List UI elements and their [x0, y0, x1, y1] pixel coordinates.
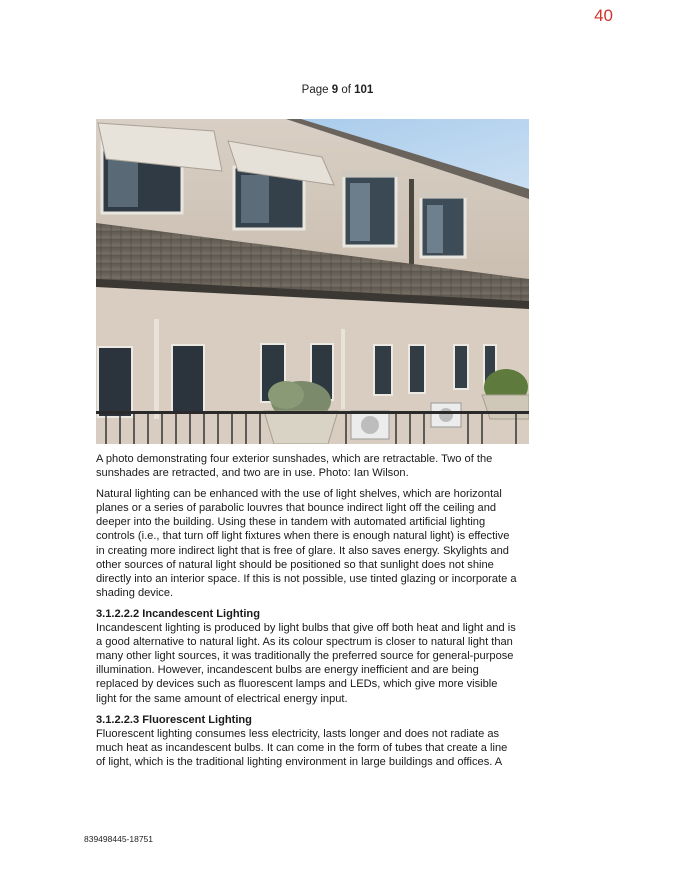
- natural-lighting-paragraph: Natural lighting can be enhanced with the use of light shelves, which are horizontal planes or a series of parabolic louvres that bounce indirect light off the ceiling and deeper into the building. Using these in tandem with automated artificial lighting controls (i.e., that turn off light fixtures when there is enough natural light) is effective in creating more indirect light that is free of glare. It also saves energy. Skylights and other sources of natural light should be positioned so that sunlight does not shine directly into an interior space. If this is not possible, use tinted glazing or incorporate a shading device.: [96, 488, 517, 599]
- section-heading-fluorescent: 3.1.2.2.3 Fluorescent Lighting: [96, 713, 252, 726]
- page-header-prefix: Page: [301, 84, 332, 96]
- page-header: [0, 84, 675, 96]
- section-text-incandescent: Incandescent lighting is produced by light bulbs that give off both heat and light and is a good alternative to natural light. As its colour spectrum is closer to natural light than many other light sources, it was traditionally the preferred source for general-purpose illumination. However, incandescent bulbs are energy inefficient and are being replaced by devices such as fluorescent lamps and LEDs, which give more visible light for the same amount of electrical energy input.: [96, 622, 516, 705]
- section-text-fluorescent: Fluorescent lighting consumes less electricity, lasts longer and does not radiate as much heat as incandescent bulbs. It can come in the form of tubes that create a line of light, which is the traditional lighting environment in large buildings and offices. A: [96, 727, 508, 768]
- page-current: 9: [331, 84, 339, 96]
- section-heading-incandescent: 3.1.2.2.2 Incandescent Lighting: [96, 607, 260, 620]
- building-sunshades-photo: [96, 119, 529, 444]
- photo-caption: A photo demonstrating four exterior sunshades, which are retractable. Two of the sunshades are retracted, and two are in use. Photo: Ian Wilson.: [96, 453, 493, 480]
- document-body: [96, 452, 518, 776]
- page-badge-number: 40: [594, 6, 613, 25]
- document-footer-id: 839498445-18751: [84, 834, 154, 844]
- page-total: 101: [354, 84, 374, 96]
- page-of: of: [338, 84, 355, 96]
